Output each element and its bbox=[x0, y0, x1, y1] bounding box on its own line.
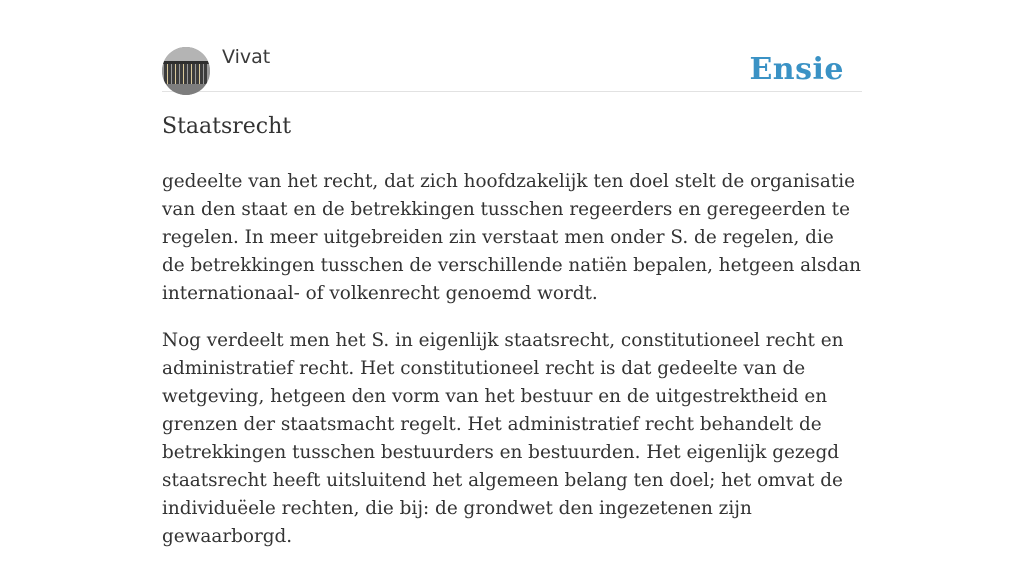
article-paragraph: gedeelte van het recht, dat zich hoofdzakelijk ten doel stelt de organisatie van den staat en de betrekkingen tusschen regeerders en geregeerden te regelen. In meer uitgebreiden zin verstaat men onder S. de regelen, die de betrekkingen tusschen de verschillende natiën bepalen, hetgeen alsdan internationaal- of volkenrecht genoemd wordt. bbox=[162, 171, 861, 304]
article-title: Staatsrecht bbox=[162, 114, 292, 139]
author-avatar[interactable] bbox=[162, 47, 210, 95]
article-paragraph: Nog verdeelt men het S. in eigenlijk staatsrecht, constitutioneel recht en administratief recht. Het constitutioneel recht is dat gedeelte van de wetgeving, hetgeen den vorm van het bestuur en de uitgestrektheid en grenzen der staatsmacht regelt. Het administratief recht behandelt de betrekkingen tusschen bestuurders en bestuurden. Het eigenlijk gezegd staatsrecht heeft uitsluitend het algemeen belang ten doel; het omvat de individuëele rechten, die bij: de grondwet den ingezetenen zijn gewaarborgd. bbox=[162, 330, 844, 547]
header bbox=[162, 44, 862, 92]
bookshelf-avatar-image bbox=[162, 47, 210, 95]
author-name[interactable]: Vivat bbox=[222, 46, 271, 68]
brand-logo[interactable]: Ensie bbox=[749, 52, 844, 87]
article-body bbox=[162, 168, 862, 570]
